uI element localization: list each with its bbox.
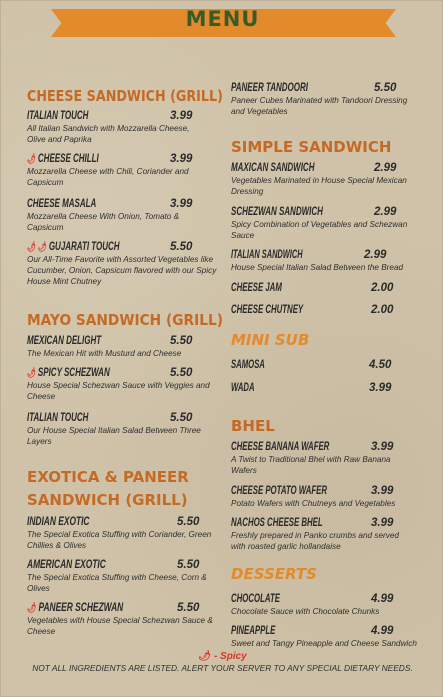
menu-item <box>27 516 227 551</box>
item-price: 5.50 <box>170 241 193 253</box>
chili-icon: 🌶 <box>27 242 36 253</box>
item-name: ITALIAN SANDWICH <box>231 249 303 261</box>
item-description: Vegetables with House Special Schezwan Sauce & Cheese <box>27 616 213 636</box>
item-name: PANEER SCHEZWAN <box>38 602 124 614</box>
menu-item <box>27 241 227 287</box>
item-name: MEXICAN DELIGHT <box>27 335 102 347</box>
item-name-row <box>27 367 166 379</box>
item-description: Chocolate Sauce with Chocolate Chunks <box>231 607 380 616</box>
mini-sub-heading: MINI SUB <box>231 331 310 349</box>
exotica-heading-line2: SANDWICH (GRILL) <box>27 491 188 509</box>
item-name: PINEAPPLE <box>231 625 276 637</box>
spicy-legend <box>1 651 443 662</box>
item-description: Mozzarella Cheese With Onion, Tomato & Capsicum <box>27 212 180 232</box>
item-name: CHOCOLATE <box>231 593 280 605</box>
item-description: Our All-Time Favorite with Assorted Vegetables like Cucumber, Onion, Capsicum flavored with our Spicy House Mint Chutney <box>27 255 217 286</box>
menu-item <box>231 206 431 241</box>
item-price: 5.50 <box>374 82 397 94</box>
desserts-heading: DESSERTS <box>231 565 317 583</box>
item-price: 2.99 <box>374 162 397 174</box>
item-description: The Special Exotica Stuffing with Coriander, Green Chillies & Olives <box>27 530 212 550</box>
item-name: ITALIAN TOUCH <box>27 110 89 122</box>
spicy-legend-label: - Spicy <box>213 651 247 662</box>
item-name: GUJARATI TOUCH <box>48 241 120 253</box>
item-name-row <box>27 153 166 165</box>
item-price: 5.50 <box>170 412 193 424</box>
mayo-sandwich-heading: MAYO SANDWICH (GRILL) <box>27 311 223 329</box>
item-price: 3.99 <box>371 441 394 453</box>
menu-item <box>27 412 227 447</box>
item-name: SPICY SCHEZWAN <box>37 367 110 379</box>
item-name: SAMOSA <box>231 359 265 371</box>
menu-item <box>231 593 431 617</box>
chili-icon: 🌶 <box>27 368 36 379</box>
item-name-row <box>27 241 166 253</box>
menu-item <box>27 335 227 359</box>
item-price: 5.50 <box>170 335 193 347</box>
menu-item <box>27 110 227 145</box>
item-description: Paneer Cubes Marinated with Tandoori Dressing and Vegetables <box>231 96 408 116</box>
item-price: 2.99 <box>374 206 397 218</box>
item-name: MAXICAN SANDWICH <box>231 162 315 174</box>
item-description: House Special Schezwan Sauce with Veggies and Cheese <box>27 381 210 401</box>
item-description: Potato Wafers with Chutneys and Vegetables <box>231 499 396 508</box>
item-price: 2.00 <box>371 282 394 294</box>
chili-icon: 🌶 <box>27 603 37 614</box>
item-name: WADA <box>231 382 255 394</box>
item-price: 4.99 <box>371 593 394 605</box>
item-price: 3.99 <box>170 198 193 210</box>
exotica-heading-line1: EXOTICA & PANEER <box>27 468 189 486</box>
item-price: 5.50 <box>170 367 193 379</box>
item-name: CHEESE MASALA <box>27 198 97 210</box>
menu-item <box>231 162 431 197</box>
menu-item <box>27 367 227 402</box>
item-name: INDIAN EXOTIC <box>27 516 90 528</box>
menu-item <box>231 249 431 273</box>
menu-item <box>27 198 227 233</box>
menu-item <box>231 382 431 394</box>
item-name: ITALIAN TOUCH <box>27 412 89 424</box>
item-description: A Twist to Traditional Bhel with Raw Banana Wafers <box>231 455 391 475</box>
item-name: PANEER TANDOORI <box>231 82 308 94</box>
item-name: CHEESE JAM <box>231 282 282 294</box>
item-description: Vegetables Marinated in House Special Mexican Dressing <box>231 176 407 196</box>
item-price: 3.99 <box>371 517 394 529</box>
menu-item <box>231 625 431 649</box>
item-description: House Special Italian Salad Between the Bread <box>231 263 404 272</box>
simple-sandwich-heading: SIMPLE SANDWICH <box>231 138 392 156</box>
item-price: 4.50 <box>369 359 392 371</box>
menu-item <box>231 304 431 316</box>
item-price: 2.00 <box>371 304 394 316</box>
chili-icon: 🌶 <box>198 651 211 662</box>
bhel-heading: BHEL <box>231 417 275 435</box>
chili-icon: 🌶 <box>37 242 47 253</box>
menu-item <box>231 82 431 117</box>
menu-item <box>231 441 431 476</box>
item-name-row <box>27 602 173 614</box>
item-price: 2.99 <box>364 249 387 261</box>
dietary-note: NOT ALL INGREDIENTS ARE LISTED. ALERT YOUR SERVER TO ANY SPECIAL DIETARY NEEDS. <box>32 663 413 673</box>
menu-item <box>27 153 227 188</box>
item-name: SCHEZWAN SANDWICH <box>231 206 323 218</box>
menu-item <box>27 602 227 637</box>
item-description: The Special Exotica Stuffing with Cheese, Corn & Olives <box>27 573 207 593</box>
item-name: CHEESE POTATO WAFER <box>231 485 328 497</box>
item-name: CHEESE CHILLI <box>37 153 99 165</box>
item-price: 5.50 <box>177 516 200 528</box>
item-description: All Italian Sandwich with Mozzarella Cheese, Olive and Paprika <box>27 124 190 144</box>
item-price: 3.99 <box>371 485 394 497</box>
item-price: 3.99 <box>170 110 193 122</box>
item-description: Mozzarella Cheese with Chili, Coriander and Capsicum <box>27 167 189 187</box>
item-description: Our House Special Italian Salad Between Three Layers <box>27 426 201 446</box>
cheese-sandwich-heading: CHEESE SANDWICH (GRILL) <box>27 87 223 105</box>
item-description: The Mexican Hit with Musturd and Cheese <box>27 349 182 358</box>
item-name: CHEESE CHUTNEY <box>231 304 304 316</box>
item-price: 5.50 <box>177 602 200 614</box>
item-price: 3.99 <box>369 382 392 394</box>
item-price: 3.99 <box>170 153 193 165</box>
item-price: 4.99 <box>371 625 394 637</box>
item-description: Freshly prepared in Panko crumbs and served with roasted garlic hollandaise <box>231 531 399 551</box>
menu-title: MENU <box>185 7 260 31</box>
item-name: CHEESE BANANA WAFER <box>231 441 330 453</box>
item-name: NACHOS CHEESE BHEL <box>231 517 323 529</box>
menu-item <box>231 517 431 552</box>
menu-item <box>27 559 227 594</box>
menu-item <box>231 359 431 371</box>
item-description: Sweet and Tangy Pineapple and Cheese Sandwich <box>231 639 417 648</box>
menu-item <box>231 282 431 294</box>
item-description: Spicy Combination of Vegetables and Schezwan Sauce <box>231 220 408 240</box>
item-name: AMERICAN EXOTIC <box>27 559 106 571</box>
item-price: 5.50 <box>177 559 200 571</box>
menu-item <box>231 485 431 509</box>
chili-icon: 🌶 <box>27 154 36 165</box>
